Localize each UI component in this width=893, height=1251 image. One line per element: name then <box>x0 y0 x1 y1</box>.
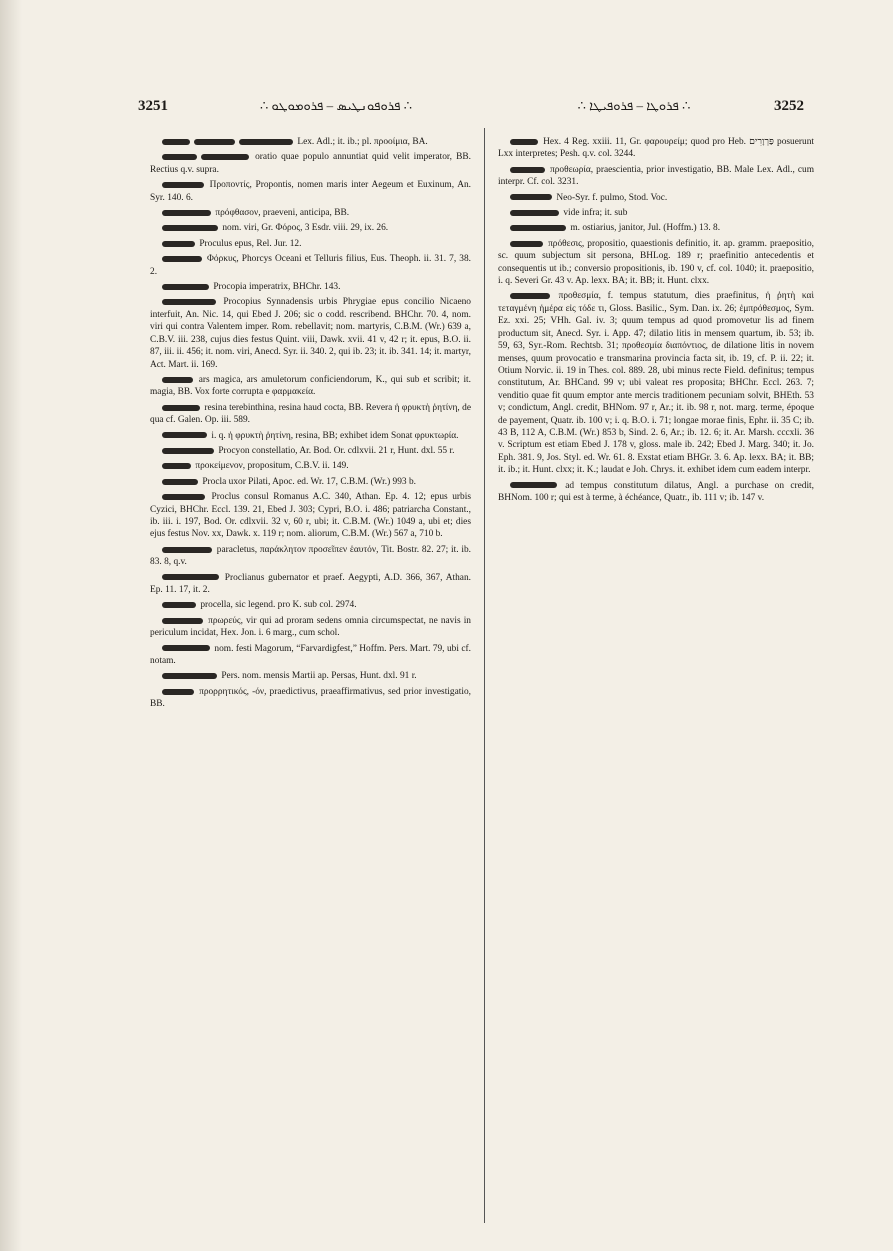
dictionary-entry <box>150 572 471 597</box>
syriac-headword-glyphs <box>162 225 218 231</box>
right-page-number: 3252 <box>774 98 804 114</box>
syriac-headword-glyphs <box>194 139 235 145</box>
entry-text: Procopius Synnadensis urbis Phrygiae epus concilio Nicaeno interfuit, An. Nic. 14, qui Ebed J. 206; sic o codd. rescribend. BHChr. 70. 4, nom. viri qui contra Valentem imper. Rom. rebellavit; nom. martyris, C.B.M. (Wr.) 639 a, C.B.V. iii. 238, cujus dies festus Quint. viii, Dawk. xvii. 41 v, 42 r; it. epus, B.O. ii. 87, iii. ii. 456; it. nom. viri, Anecd. Syr. ii. 340. 2, qui ib. 23; it. ib. 341. 14; it. martyr, Act. Mart. ii. 169. <box>150 297 471 370</box>
dictionary-entry <box>498 192 814 204</box>
syriac-headword-glyphs <box>162 689 194 695</box>
column-divider <box>484 128 485 1223</box>
syriac-headword-glyphs <box>162 182 204 188</box>
syriac-headword-glyphs <box>510 293 550 299</box>
dictionary-entry <box>150 374 471 399</box>
entry-text: Pers. nom. mensis Martii ap. Persas, Hunt. dxl. 91 r. <box>219 671 417 682</box>
entry-text: προθεσμία, f. tempus statutum, dies praefinitus, ἡ ῥητὴ καὶ τεταγμένη ἡμέρα εἰς τόδε τι, Gloss. Basilic., Sym. Dan. ix. 26; ἐμπρόθεσμος, Sym. Ez. xxi. 25; VHh. Gal. iv. 3; quum tempus ad quod promovetur lis ad finem productum sit, Anecd. Syr. i. App. 47; dilatio litis in mensem quartum, ib. 53; ib. 59, 63, Syr.-Rom. Rechtsb. 31; προθεσμία διαπόντιος, de dilatione litis in novem menses, quum provocatio e transmarina provincia facta sit, ib. 19, cf. P. ii. 22; it. Otium Norvic. ii. 19 in Thes. col. 889. 28, ubi minus recte Field. definitus; tempus constitutum, Ar. BHCand. 99 v; ubi valeat res proposita; BHChr. Eccl. 263. 7; venditio quae fit quum emptor ante mercis traditionem pecuniam solvit, BHEth. 53 v; condictum, Angl. credit, BHNom. 97 r, Ar.; it. ib. 98 r, not. marg. terme, époque de payement, Quatr. ib. 100 v; i. q. B.O. i. 71; longae morae finis, Ephr. ii. 35 C; ib. 43 B, 112 A, C.B.M. (Wr.) 853 b, Sind. 2. 6, Ar.; ib. 12. 6; it. Ar. Marsh. cccxli. 36 v. Scriptum est etiam Ebed J. 178 v, gloss. male ib. 242; Ebed J. Marg. 340; it. Jo. Eph. 381. 9, Jos. Styl. ed. Wr. 61. 8. Exstat etiam BHGr. 3. 6. Ap. lexx. BA; it. BB; it. ib.; it. Hunt. clxx; it. K.; laudat e Joh. Chrys. it. exhibet idem cum eadem interpr. <box>498 291 814 476</box>
entry-text: Hex. 4 Reg. xxiii. 11, Gr. φαρουρείμ; quod pro Heb. פַּרְוָרִים posuerunt Lxx interpretes; Pesh. q.v. col. 3244. <box>498 137 814 160</box>
entry-text: procella, sic legend. pro K. sub col. 2974. <box>198 600 357 611</box>
entry-text: Procopia imperatrix, BHChr. 143. <box>211 282 341 293</box>
dictionary-entry <box>150 222 471 234</box>
left-running-title: ∴ ܦܪܘܦܘܢܛܝܣ – ܦܪܘܡܘܛܘ ∴ <box>259 98 412 113</box>
syriac-headword-glyphs <box>162 463 191 469</box>
dictionary-entry <box>150 430 471 442</box>
entry-text: πρωρεύς, vir qui ad proram sedens omnia circumspectat, ne navis in periculum incidat, Hex. Jon. i. 6 marg., cum schol. <box>150 615 471 639</box>
entry-text: Procyon constellatio, Ar. Bod. Or. cdlxvii. 21 r, Hunt. dxl. 55 r. <box>216 445 455 456</box>
dictionary-entry <box>150 491 471 541</box>
syriac-headword-glyphs <box>162 377 193 383</box>
dictionary-entry <box>150 476 471 488</box>
dictionary-entry <box>150 136 471 148</box>
syriac-headword-glyphs <box>162 432 207 438</box>
syriac-headword-glyphs <box>162 154 197 160</box>
syriac-headword-glyphs <box>239 139 293 145</box>
page-header <box>126 94 816 118</box>
left-column <box>150 136 471 1216</box>
syriac-headword-glyphs <box>162 405 200 411</box>
syriac-headword-glyphs <box>162 574 219 580</box>
syriac-headword-glyphs <box>162 602 196 608</box>
entry-text: Lex. Adl.; it. ib.; pl. προοίμια, BA. <box>295 137 428 147</box>
right-running-title: ∴ ܦܪܘܛܐ – ܦܪܘܦܝܛܐ ∴ <box>577 98 691 113</box>
dictionary-entry <box>498 164 814 189</box>
dictionary-entry <box>150 599 471 611</box>
dictionary-entry <box>150 253 471 278</box>
syriac-headword-glyphs <box>510 194 552 200</box>
syriac-headword-glyphs <box>201 154 249 160</box>
entry-text: Proclianus gubernator et praef. Aegypti, A.D. 366, 367, Athan. Ep. 11. 17, it. 2. <box>150 572 471 595</box>
dictionary-entry <box>150 207 471 219</box>
entry-text: oratio quae populo annuntiat quid velit imperator, BB. Rectius q.v. supra. <box>150 152 471 175</box>
dictionary-entry <box>150 179 471 204</box>
dictionary-entry <box>150 686 471 711</box>
syriac-headword-glyphs <box>162 494 205 500</box>
entry-text: Neo-Syr. f. pulmo, Stod. Voc. <box>554 192 668 203</box>
entry-text: Προποντίς, Propontis, nomen maris inter Aegeum et Euxinum, An. Syr. 140. 6. <box>150 180 471 203</box>
syriac-headword-glyphs <box>162 448 214 454</box>
syriac-headword-glyphs <box>510 225 566 231</box>
dictionary-entry <box>498 290 814 476</box>
syriac-headword-glyphs <box>162 299 216 305</box>
syriac-headword-glyphs <box>162 139 190 145</box>
entry-text: προκείμενον, propositum, C.B.V. ii. 149. <box>193 461 349 472</box>
entry-text: nom. viri, Gr. Φόρος, 3 Esdr. viii. 29, ix. 26. <box>220 223 389 234</box>
syriac-headword-glyphs <box>162 256 202 262</box>
dictionary-entry <box>150 445 471 457</box>
syriac-headword-glyphs <box>510 139 538 145</box>
left-page-number: 3251 <box>138 98 168 114</box>
dictionary-entry <box>498 480 814 505</box>
entry-text: Φόρκυς, Phorcys Oceani et Telluris filius, Eus. Theoph. ii. 31. 7, 38. 2. <box>150 254 471 277</box>
entry-text: προθεωρία, praescientia, prior investigatio, BB. Male Lex. Adl., cum interpr. Cf. col. 3231. <box>498 164 814 188</box>
syriac-headword-glyphs <box>162 210 211 216</box>
syriac-headword-glyphs <box>510 241 543 247</box>
dictionary-entry <box>150 281 471 293</box>
dictionary-entry <box>498 207 814 219</box>
syriac-headword-glyphs <box>510 167 545 173</box>
entry-text: paracletus, παράκλητον προσεῖπεν ἑαυτόν, Tit. Bostr. 82. 27; it. ib. 83. 8, q.v. <box>150 544 471 568</box>
syriac-headword-glyphs <box>162 547 212 553</box>
syriac-headword-glyphs <box>162 673 217 679</box>
right-column <box>498 136 814 1216</box>
dictionary-entry <box>498 222 814 234</box>
dictionary-entry <box>150 544 471 569</box>
dictionary-entry <box>150 670 471 682</box>
entry-text: m. ostiarius, janitor, Jul. (Hoffm.) 13. 8. <box>568 223 721 234</box>
entry-text: Proculus epus, Rel. Jur. 12. <box>197 238 302 249</box>
syriac-headword-glyphs <box>162 479 198 485</box>
entry-text: ars magica, ars amuletorum conficiendorum, K., qui sub et scribit; it. magia, BB. Vox forte corrupta e φαρμακεία. <box>150 374 471 398</box>
entry-text: προρρητικός, -όν, praedictivus, praeaffirmativus, sed prior investigatio, BB. <box>150 686 471 710</box>
syriac-headword-glyphs <box>162 284 209 290</box>
entry-text: nom. festi Magorum, “Farvardigfest,” Hoffm. Pers. Mart. 79, ubi cf. notam. <box>150 643 471 667</box>
syriac-headword-glyphs <box>162 618 203 624</box>
entry-text: Proclus consul Romanus A.C. 340, Athan. Ep. 4. 12; epus urbis Cyzici, BHChr. Eccl. 139. 21, Ebed J. 303; Cypri, B.O. i. 486; patriarcha Constant., ib. iii. i. 197, Bod. Or. cdlxvii. 32 v, 60 r, ubi; it. C.B.M. (Wr.) 1049 a, ubi et; dies ejus festus Nov. xx, Dawk. x. 119 r; nom. aliorum, C.B.M. (Wr.) 567 a, 710 b. <box>150 492 471 540</box>
entry-text: i. q. ἡ φρυκτὴ ῥητίνη, resina, BB; exhibet idem Sonat φρυκτωρία. <box>209 430 459 441</box>
dictionary-entry <box>150 402 471 427</box>
dictionary-entry <box>150 238 471 250</box>
syriac-headword-glyphs <box>162 241 195 247</box>
syriac-headword-glyphs <box>510 210 559 216</box>
entry-text: Procla uxor Pilati, Apoc. ed. Wr. 17, C.B.M. (Wr.) 993 b. <box>200 476 416 487</box>
syriac-headword-glyphs <box>510 482 557 488</box>
entry-text: πρόθεσις, propositio, quaestionis definitio, it. ap. gramm. praepositio, sc. quum subjectum sit persona, BHLog. 189 r; praefinitio antecedentis et consequentis ut ib.; conversio propositionis, ib. 190 v, cf. col. 1040; it. praepositio, i. q. Severi Gr. 43 v. Ap. lexx. BA; it. BB; it. Hunt. clxx. <box>498 238 814 287</box>
dictionary-entry <box>150 615 471 640</box>
dictionary-entry <box>498 136 814 161</box>
dictionary-entry <box>150 643 471 668</box>
syriac-headword-glyphs <box>162 645 210 651</box>
entry-text: vide infra; it. sub <box>561 208 628 219</box>
dictionary-entry <box>150 460 471 472</box>
dictionary-entry <box>150 151 471 176</box>
dictionary-entry <box>150 296 471 370</box>
page-fold-shadow <box>0 0 22 1251</box>
entry-text: resina terebinthina, resina haud cocta, BB. Revera ἡ φρυκτὴ ῥητίνη, de qua cf. Galen. Op. iii. 589. <box>150 402 471 426</box>
dictionary-entry <box>498 238 814 288</box>
entry-text: ad tempus constitutum dilatus, Angl. a purchase on credit, BHNom. 100 r; qui est à terme, à échéance, Quatr., ib. 111 v; ib. 147 v. <box>498 480 814 503</box>
entry-text: πρόφθασον, praeveni, anticipa, BB. <box>213 208 350 219</box>
